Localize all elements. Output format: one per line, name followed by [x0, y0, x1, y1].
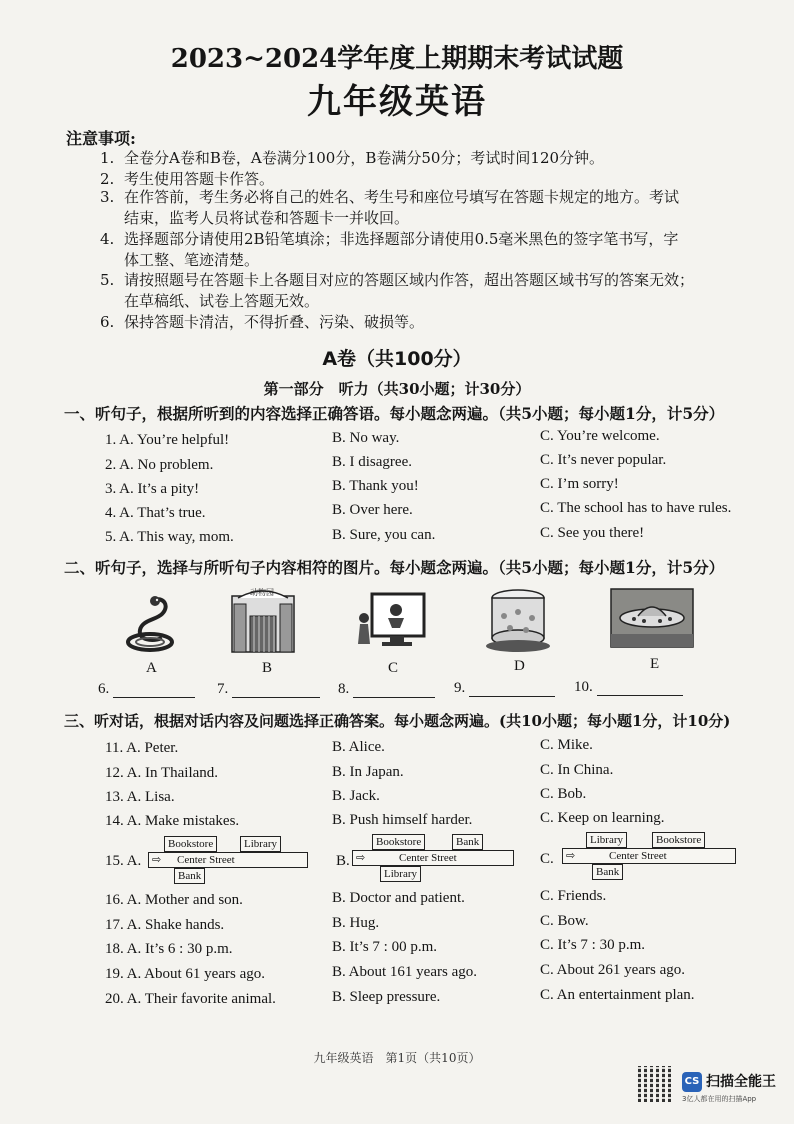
- answer-blank[interactable]: 9.: [454, 680, 555, 697]
- notice-item: 2. 考生使用答题卡作答。: [100, 170, 275, 188]
- map-option-b: [352, 834, 514, 884]
- option-b: B. No way.: [332, 430, 400, 446]
- q15-c-label: C.: [540, 851, 554, 867]
- option-a: 13. A. Lisa.: [105, 789, 175, 805]
- option-b: B. Sleep pressure.: [332, 989, 441, 1005]
- option-c: C. It’s 7 : 30 p.m.: [540, 937, 646, 953]
- map-building: Library: [380, 866, 421, 882]
- option-b: B. Jack.: [332, 788, 380, 804]
- map-street: ⇨ Center Street: [352, 850, 514, 866]
- scanner-name: 扫描全能王: [706, 1074, 776, 1090]
- option-b: B. Doctor and patient.: [332, 890, 465, 906]
- map-building: Library: [586, 832, 627, 848]
- option-a: 12. A. In Thailand.: [105, 765, 219, 781]
- answer-blank[interactable]: 7.: [217, 681, 320, 698]
- notice-item: 6. 保持答题卡清洁，不得折叠、污染、破损等。: [100, 313, 425, 331]
- option-c: C. It’s never popular.: [540, 452, 667, 468]
- q2-heading: 二、听句子，选择与所听句子内容相符的图片。每小题念两遍。（共5小题；每小题1分，计5分）: [64, 558, 725, 577]
- option-a: 3. A. It’s a pity!: [105, 481, 200, 497]
- option-a: 17. A. Shake hands.: [105, 917, 225, 933]
- option-b: B. About 161 years ago.: [332, 964, 477, 980]
- option-b: B. Sure, you can.: [332, 527, 436, 543]
- option-b: B. I disagree.: [332, 454, 412, 470]
- option-b: B. Hug.: [332, 915, 380, 931]
- option-c: C. See you there!: [540, 525, 645, 541]
- picture-label: D: [514, 658, 525, 674]
- option-c: C. About 261 years ago.: [540, 962, 685, 978]
- option-a: 5. A. This way, mom.: [105, 529, 234, 545]
- computer-icon: [356, 590, 428, 654]
- option-b: B. Over here.: [332, 502, 413, 518]
- option-c: C. Mike.: [540, 737, 593, 753]
- zoo-sign: 动物园: [250, 588, 274, 597]
- map-building: Bank: [592, 864, 623, 880]
- arrow-icon: ⇨: [152, 854, 162, 866]
- q15-b-label: B.: [336, 853, 350, 869]
- option-c: C. Keep on learning.: [540, 810, 665, 826]
- notice-item: 1. 全卷分A卷和B卷，A卷满分100分，B卷满分50分；考试时间120分钟。: [100, 149, 605, 167]
- map-option-a: [148, 836, 308, 886]
- map-building: Bookstore: [372, 834, 425, 850]
- map-building: Bookstore: [652, 832, 705, 848]
- section-a-title: A卷（共100分）: [322, 348, 472, 370]
- option-a: 2. A. No problem.: [105, 457, 214, 473]
- arrow-icon: ⇨: [566, 850, 576, 862]
- answer-blank[interactable]: 6.: [98, 681, 195, 698]
- q3-heading: 三、听对话，根据对话内容及问题选择正确答案。每小题念两遍。(共10小题；每小题1分，计10分): [64, 712, 731, 730]
- answer-blank[interactable]: 10.: [574, 679, 683, 696]
- option-c: C. Bob.: [540, 786, 587, 802]
- q15-label: 15. A.: [105, 853, 142, 869]
- option-a: 20. A. Their favorite animal.: [105, 991, 276, 1007]
- picture-label: C: [388, 660, 399, 676]
- exam-title: 2023~2024学年度上期期末考试试题: [170, 44, 624, 74]
- option-b: B. Thank you!: [332, 478, 419, 494]
- cs-logo-icon: CS: [682, 1072, 702, 1092]
- option-c: C. You’re welcome.: [540, 428, 660, 444]
- map-street: ⇨ Center Street: [148, 852, 308, 868]
- snake-icon: [122, 592, 180, 656]
- arrow-icon: ⇨: [356, 852, 366, 864]
- notice-item: 3. 在作答前，考生务必将自己的姓名、考生号和座位号填写在答题卡规定的地方。考试 结束，监考人员将试卷和答题卡一并收回。: [100, 188, 680, 227]
- map-building: Bank: [452, 834, 483, 850]
- cake-icon: [482, 584, 554, 656]
- option-a: 18. A. It’s 6 : 30 p.m.: [105, 941, 233, 957]
- map-option-c: [562, 832, 738, 882]
- qr-code-icon: [638, 1066, 674, 1102]
- option-c: C. Friends.: [540, 888, 607, 904]
- q1-heading: 一、听句子，根据所听到的内容选择正确答语。每小题念两遍。（共5小题；每小题1分，计5分）: [64, 404, 725, 423]
- notice-item: 5. 请按照题号在答题卡上各题目对应的答题区域内作答，超出答题区域书写的答案无效； 在草稿纸、试卷上答题无效。: [100, 271, 695, 310]
- option-c: C. In China.: [540, 762, 614, 778]
- notice-item: 4. 选择题部分请使用2B铅笔填涂；非选择题部分请使用0.5毫米黑色的签字笔书写，字 体工整、笔迹清楚。: [100, 230, 679, 269]
- option-c: C. I’m sorry!: [540, 476, 619, 492]
- ufo-icon: [610, 588, 694, 648]
- option-b: B. In Japan.: [332, 764, 404, 780]
- picture-label: E: [650, 656, 660, 672]
- picture-label: A: [146, 660, 157, 676]
- subject-title: 九年级英语: [307, 82, 487, 122]
- part1-title: 第一部分 听力（共30小题；计30分）: [263, 380, 531, 398]
- map-street: ⇨ Center Street: [562, 848, 736, 864]
- option-a: 19. A. About 61 years ago.: [105, 966, 265, 982]
- option-c: C. An entertainment plan.: [540, 987, 695, 1003]
- option-a: 1. A. You’re helpful!: [105, 432, 230, 448]
- option-c: C. Bow.: [540, 913, 589, 929]
- option-a: 16. A. Mother and son.: [105, 892, 243, 908]
- page-footer: 九年级英语 第1页（共10页）: [313, 1051, 481, 1065]
- option-a: 11. A. Peter.: [105, 740, 179, 756]
- map-building: Bookstore: [164, 836, 217, 852]
- map-building: Bank: [174, 868, 205, 884]
- option-b: B. Push himself harder.: [332, 812, 473, 828]
- map-building: Library: [240, 836, 281, 852]
- answer-blank[interactable]: 8.: [338, 681, 435, 698]
- scanner-tagline: 3亿人都在用的扫描App: [682, 1095, 757, 1103]
- option-b: B. Alice.: [332, 739, 385, 755]
- option-a: 14. A. Make mistakes.: [105, 813, 240, 829]
- scanner-watermark: [638, 1066, 788, 1106]
- notice-heading: 注意事项:: [66, 129, 136, 148]
- picture-label: B: [262, 660, 273, 676]
- option-b: B. It’s 7 : 00 p.m.: [332, 939, 438, 955]
- option-a: 4. A. That’s true.: [105, 505, 206, 521]
- option-c: C. The school has to have rules.: [540, 500, 732, 516]
